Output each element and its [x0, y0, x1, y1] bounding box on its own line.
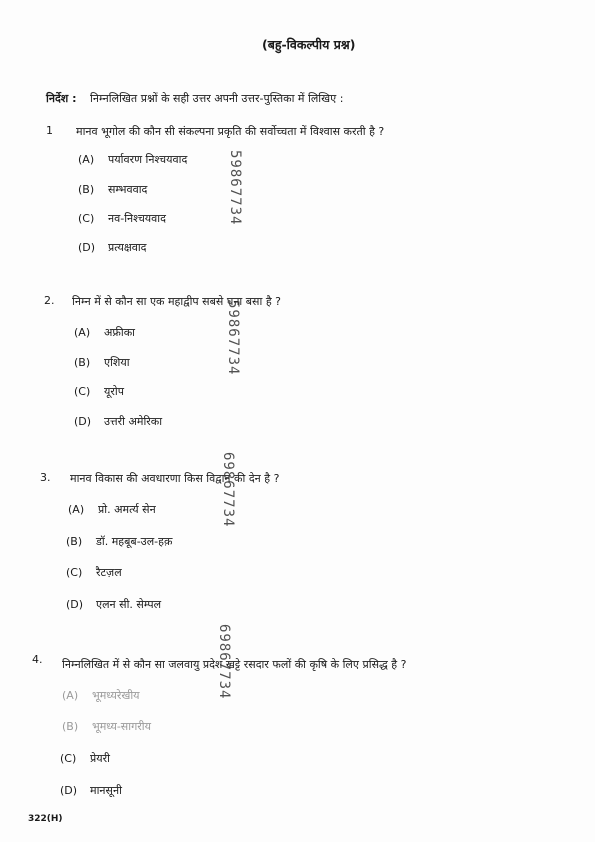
option-key: (B)	[74, 356, 91, 369]
option-text: एलन सी. सेम्पल	[96, 598, 162, 611]
option-key: (B)	[78, 183, 95, 196]
option-key: (A)	[68, 503, 85, 516]
option-d	[66, 597, 161, 612]
option-text: उत्तरी अमेरिका	[104, 415, 163, 428]
option-text: प्रो. अमर्त्य सेन	[98, 503, 156, 516]
roll-stamp: 59867734	[225, 300, 241, 376]
option-b	[66, 534, 172, 549]
page-code: 322(H)	[28, 814, 63, 824]
option-c	[78, 211, 166, 226]
option-text: डॉ. महबूब-उल-हक़	[96, 535, 173, 548]
option-a	[62, 688, 140, 703]
option-text: पर्यावरण निश्चयवाद	[108, 153, 188, 166]
roll-stamp: 69867734	[216, 624, 232, 700]
instruction-line	[46, 91, 343, 106]
option-c	[60, 751, 110, 766]
roll-stamp: 59867734	[227, 150, 243, 226]
option-d	[78, 240, 147, 255]
option-key: (C)	[60, 752, 77, 765]
option-key: (D)	[74, 415, 92, 428]
option-key: (C)	[66, 566, 83, 579]
option-d	[74, 414, 162, 429]
option-text: मानसूनी	[90, 784, 122, 797]
option-text: नव-निश्चयवाद	[108, 212, 166, 225]
option-key: (A)	[78, 153, 95, 166]
option-key: (B)	[62, 720, 79, 733]
option-text: अफ्रीका	[104, 326, 136, 339]
option-key: (C)	[78, 212, 95, 225]
option-key: (D)	[60, 784, 78, 797]
option-text: रैटज़ल	[96, 566, 122, 579]
question-number: 4.	[32, 653, 43, 666]
option-text: प्रेयरी	[90, 752, 110, 765]
option-c	[66, 565, 122, 580]
option-key: (D)	[66, 598, 84, 611]
option-key: (A)	[74, 326, 91, 339]
option-b	[62, 719, 151, 734]
option-text: भूमध्यरेखीय	[92, 689, 140, 702]
option-a	[74, 325, 135, 340]
option-key: (B)	[66, 535, 83, 548]
option-key: (C)	[74, 385, 91, 398]
question-text: निम्न में से कौन सा एक महाद्वीप सबसे घना बसा है ?	[72, 295, 282, 308]
instruction-text: निम्नलिखित प्रश्नों के सही उत्तर अपनी उत्तर-पुस्तिका में लिखिए :	[90, 92, 344, 105]
question-text: मानव विकास की अवधारणा किस विद्वान की देन है ?	[70, 472, 280, 485]
option-a	[68, 502, 156, 517]
option-b	[74, 355, 130, 370]
option-text: एशिया	[104, 356, 130, 369]
roll-stamp: 69867734	[220, 452, 236, 528]
question-number: 3.	[40, 471, 51, 484]
question-text: निम्नलिखित में से कौन सा जलवायु प्रदेश खट्टे रसदार फलों की कृषि के लिए प्रसिद्ध है ?	[62, 658, 407, 671]
page-title: (बहु-विकल्पीय प्रश्न)	[262, 37, 356, 52]
option-text: यूरोप	[104, 385, 124, 398]
option-b	[78, 182, 147, 197]
option-c	[74, 384, 124, 399]
option-text: सम्भववाद	[108, 183, 148, 196]
question-number: 2.	[44, 294, 55, 307]
option-text: भूमध्य-सागरीय	[92, 720, 152, 733]
question-text: मानव भूगोल की कौन सी संकल्पना प्रकृति की सर्वोच्चता में विश्वास करती है ?	[76, 125, 385, 138]
question-number: 1	[46, 124, 53, 137]
instruction-label: निर्देश :	[46, 92, 77, 105]
option-d	[60, 783, 122, 798]
option-key: (D)	[78, 241, 96, 254]
option-key: (A)	[62, 689, 79, 702]
option-text: प्रत्यक्षवाद	[108, 241, 147, 254]
option-a	[78, 152, 187, 167]
